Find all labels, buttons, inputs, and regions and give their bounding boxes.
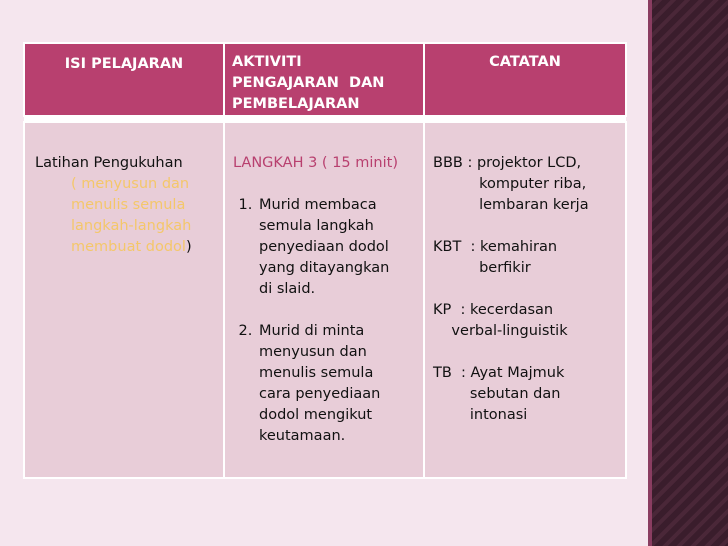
cell-isi-pelajaran	[24, 122, 224, 478]
cell-catatan	[424, 122, 626, 478]
content-detail-line: membuat dodol	[71, 239, 186, 255]
header-catatan: CATATAN	[424, 43, 626, 116]
note-line: intonasi	[433, 407, 528, 423]
lesson-table	[23, 42, 627, 479]
activity-line: 1. Murid membaca	[259, 197, 377, 213]
activity-line: cara penyediaan	[259, 386, 381, 402]
header-aktiviti-line: PEMBELAJARAN	[232, 96, 360, 112]
note-line: komputer riba,	[433, 176, 587, 192]
note-line: lembaran kerja	[433, 197, 589, 213]
activity-line: yang ditayangkan	[259, 260, 390, 276]
closing-paren: )	[185, 239, 192, 255]
note-line: berfikir	[433, 260, 531, 276]
activity-line: keutamaan.	[259, 428, 346, 444]
note-line: BBB : projektor LCD,	[433, 155, 582, 171]
header-aktiviti-line: AKTIVITI	[232, 54, 302, 70]
note-line: KBT : kemahiran	[433, 239, 558, 255]
activity-line: menyusun dan	[259, 344, 367, 360]
header-aktiviti-line: PENGAJARAN DAN	[232, 75, 385, 91]
note-line: KP : kecerdasan	[433, 302, 554, 318]
note-line: TB : Ayat Majmuk	[433, 365, 565, 381]
step-heading: LANGKAH 3 ( 15 minit)	[233, 155, 398, 171]
content-detail-line: ( menyusun dan	[71, 176, 190, 192]
cell-aktiviti	[224, 122, 424, 478]
activity-list	[233, 195, 423, 447]
note-line: verbal-linguistik	[433, 323, 568, 339]
activity-line: di slaid.	[259, 281, 316, 297]
decorative-side-strip	[648, 0, 728, 546]
activity-line: 2. Murid di minta	[259, 323, 365, 339]
activity-line: penyediaan dodol	[259, 239, 389, 255]
activity-line: semula langkah	[259, 218, 374, 234]
activity-item	[257, 321, 423, 447]
content-title: Latihan Pengukuhan	[35, 155, 183, 171]
note-line: sebutan dan	[433, 386, 561, 402]
header-row	[24, 43, 626, 116]
header-isi-pelajaran: ISI PELAJARAN	[24, 43, 224, 116]
activity-line: menulis semula	[259, 365, 374, 381]
content-detail-line: langkah-langkah	[71, 218, 192, 234]
activity-item	[257, 195, 423, 321]
activity-line: dodol mengikut	[259, 407, 373, 423]
content-detail-line: menulis semula	[71, 197, 186, 213]
header-aktiviti	[224, 43, 424, 116]
content-row	[24, 122, 626, 478]
